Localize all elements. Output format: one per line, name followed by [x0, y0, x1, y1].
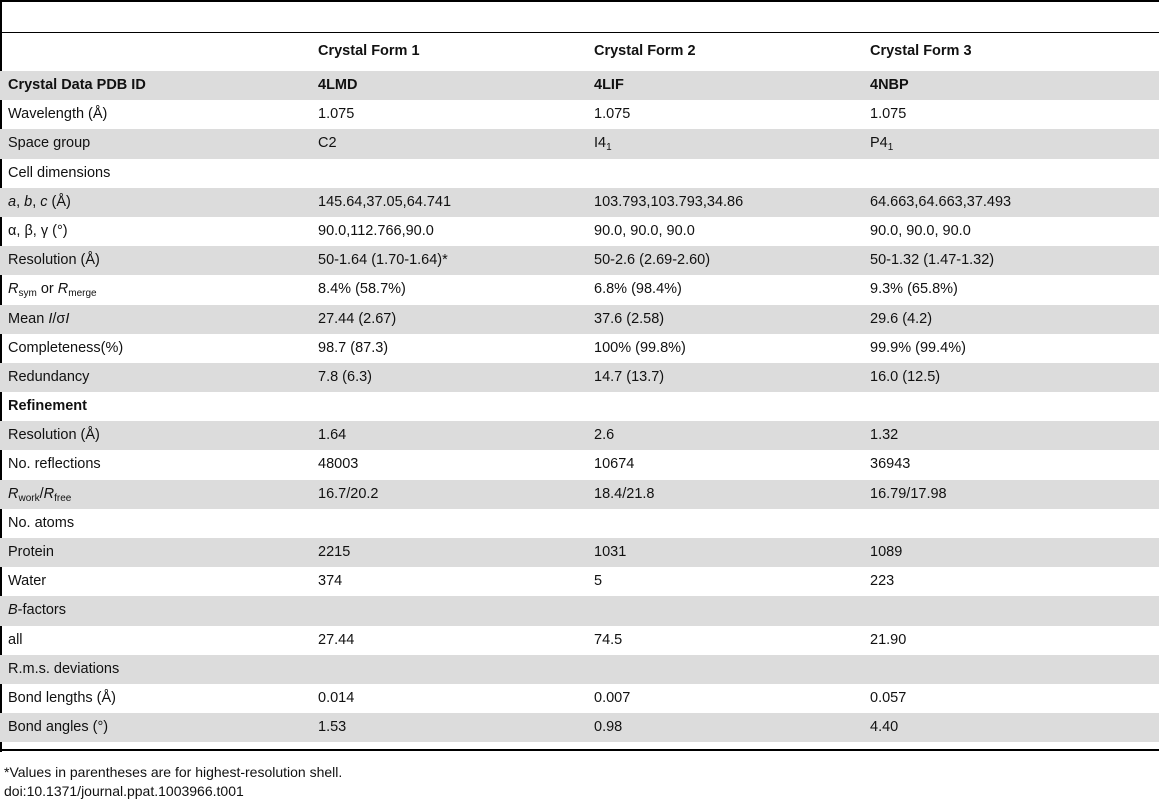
table-row — [0, 100, 1159, 129]
row-label: Resolution (Å) — [8, 252, 100, 269]
cell-form-2: 14.7 (13.7) — [594, 368, 665, 385]
cell-form-3: 99.9% (99.4%) — [870, 339, 966, 356]
table-row — [0, 596, 1159, 625]
cell-form-2: 4LIF — [594, 77, 624, 93]
cell-form-2 — [594, 135, 612, 154]
row-label: Wavelength (Å) — [8, 106, 108, 123]
table-header-rule — [0, 32, 1159, 33]
table-row — [0, 480, 1159, 509]
mean-i: I — [65, 310, 70, 327]
cell-form-3: 223 — [870, 573, 895, 590]
cell-form-2: 74.5 — [594, 631, 623, 648]
row-label: Completeness(%) — [8, 339, 124, 356]
cell-form-3: 90.0, 90.0, 90.0 — [870, 222, 971, 239]
row-label: Bond lengths (Å) — [8, 689, 117, 706]
abc-sep: , — [16, 193, 25, 210]
table-row — [0, 217, 1159, 246]
cell-form-1: 90.0,112.766,90.0 — [318, 222, 434, 239]
cell-form-1: 4LMD — [318, 77, 358, 93]
row-label: No. atoms — [8, 514, 75, 531]
rfree-r: R — [43, 485, 55, 502]
table-row — [0, 509, 1159, 538]
table-row — [0, 305, 1159, 334]
mean-sigma: /σ — [52, 310, 66, 327]
cell-form-3: 64.663,64.663,37.493 — [870, 193, 1012, 210]
rsym-or: or — [36, 281, 58, 298]
row-label — [8, 602, 66, 618]
rmerge-r: R — [57, 281, 69, 298]
row-label: α, β, γ (°) — [8, 222, 68, 239]
cell-form-1: 2215 — [318, 544, 351, 560]
table-row — [0, 450, 1159, 479]
table-row — [0, 655, 1159, 684]
table-row — [0, 334, 1159, 363]
cell-form-2: 18.4/21.8 — [594, 485, 655, 502]
row-label — [8, 194, 71, 210]
table-row — [0, 713, 1159, 742]
table-top-rule — [0, 0, 1159, 2]
cell-form-2: 5 — [594, 573, 603, 590]
table-row — [0, 538, 1159, 567]
table-bottom-rule — [0, 749, 1159, 751]
table-row — [0, 188, 1159, 217]
header-crystal-form-3: Crystal Form 3 — [870, 43, 972, 59]
abc-unit: (Å) — [47, 193, 71, 210]
abc-b: b — [24, 193, 33, 210]
cell-form-2: 0.007 — [594, 689, 631, 706]
cell-form-2: 50-2.6 (2.69-2.60) — [594, 252, 711, 269]
cell-form-1: 374 — [318, 573, 343, 590]
cell-form-1: 27.44 — [318, 631, 355, 648]
table-notes — [4, 763, 342, 801]
table-row — [0, 626, 1159, 655]
space-group-subscript: 1 — [887, 142, 894, 154]
rwork-slash: / — [39, 485, 44, 502]
cell-form-2: 1.075 — [594, 106, 631, 123]
table-header-row — [0, 33, 1159, 71]
cell-form-2: 90.0, 90.0, 90.0 — [594, 222, 695, 239]
row-label: Crystal Data PDB ID — [8, 77, 146, 93]
cell-form-3: 21.90 — [870, 631, 907, 648]
cell-form-3: 4NBP — [870, 77, 909, 93]
table-row — [0, 246, 1159, 275]
row-label: Protein — [8, 544, 54, 560]
doi-link[interactable]: doi:10.1371/journal.ppat.1003966.t001 — [4, 783, 244, 799]
cell-form-2: 6.8% (98.4%) — [594, 281, 682, 298]
cell-form-2: 100% (99.8%) — [594, 339, 686, 356]
cell-form-3: 50-1.32 (1.47-1.32) — [870, 252, 995, 269]
cell-form-1: C2 — [318, 135, 337, 152]
row-label — [8, 281, 97, 300]
cell-form-1: 7.8 (6.3) — [318, 368, 372, 385]
cell-form-1: 8.4% (58.7%) — [318, 281, 406, 298]
space-group-subscript: 1 — [606, 142, 612, 154]
bfactor-rest: -factors — [17, 602, 67, 619]
cell-form-1: 98.7 (87.3) — [318, 339, 389, 356]
cell-form-3: 1.32 — [870, 427, 899, 444]
row-label — [8, 311, 69, 327]
mean-prefix: Mean — [8, 310, 49, 327]
rwork-subscript: work — [18, 492, 40, 504]
cell-form-3: 16.79/17.98 — [870, 485, 947, 502]
cell-form-1: 1.64 — [318, 427, 347, 444]
cell-form-3: 29.6 (4.2) — [870, 310, 933, 327]
cell-form-3: 0.057 — [870, 689, 907, 706]
row-label: Resolution (Å) — [8, 427, 100, 444]
row-label: R.m.s. deviations — [8, 660, 120, 677]
header-crystal-form-2: Crystal Form 2 — [594, 43, 696, 59]
cell-form-1: 1.075 — [318, 106, 355, 123]
abc-sep: , — [32, 193, 41, 210]
row-label: Space group — [8, 135, 91, 152]
row-label: all — [8, 631, 23, 648]
cell-form-1: 16.7/20.2 — [318, 485, 379, 502]
table-row — [0, 392, 1159, 421]
table-row — [0, 567, 1159, 596]
cell-form-3 — [870, 135, 894, 154]
row-label — [8, 486, 71, 502]
table-body — [0, 71, 1159, 742]
cell-form-1: 145.64,37.05,64.741 — [318, 193, 452, 210]
row-label: Water — [8, 573, 47, 590]
cell-form-3: 1.075 — [870, 106, 907, 123]
header-crystal-form-1: Crystal Form 1 — [318, 43, 420, 59]
abc-a: a — [8, 193, 17, 210]
cell-form-2: 0.98 — [594, 719, 623, 736]
cell-form-3: 16.0 (12.5) — [870, 368, 941, 385]
cell-form-2: 1031 — [594, 544, 627, 560]
row-label: No. reflections — [8, 456, 101, 473]
table-row — [0, 684, 1159, 713]
rmerge-subscript: merge — [68, 288, 97, 300]
cell-form-3: 4.40 — [870, 719, 899, 736]
table-row — [0, 363, 1159, 392]
rfree-subscript: free — [54, 492, 72, 504]
bfactor-b: B — [8, 602, 18, 619]
footnote: *Values in parentheses are for highest-resolution shell. — [4, 764, 343, 780]
row-label: Bond angles (°) — [8, 719, 109, 736]
cell-form-1: 48003 — [318, 456, 359, 473]
space-group-value: P4 — [870, 135, 888, 152]
cell-form-3: 1089 — [870, 544, 903, 560]
rsym-r: R — [8, 281, 19, 298]
cell-form-2: 2.6 — [594, 427, 615, 444]
rsym-subscript: sym — [18, 288, 37, 300]
cell-form-1: 0.014 — [318, 689, 355, 706]
table-row — [0, 71, 1159, 100]
cell-form-3: 9.3% (65.8%) — [870, 281, 958, 298]
row-label: Refinement — [8, 398, 87, 415]
cell-form-3: 36943 — [870, 456, 911, 473]
cell-form-1: 1.53 — [318, 719, 347, 736]
cell-form-2: 37.6 (2.58) — [594, 310, 665, 327]
cell-form-1: 50-1.64 (1.70-1.64)* — [318, 252, 448, 269]
row-label: Cell dimensions — [8, 164, 111, 181]
mean-i: I — [48, 310, 53, 327]
row-label: Redundancy — [8, 368, 90, 385]
abc-c: c — [40, 193, 48, 210]
table-row — [0, 159, 1159, 188]
cell-form-2: 10674 — [594, 456, 635, 473]
space-group-value: I4 — [594, 135, 607, 152]
rwork-r: R — [8, 485, 19, 502]
cell-form-1: 27.44 (2.67) — [318, 310, 397, 327]
table-row — [0, 129, 1159, 158]
cell-form-2: 103.793,103.793,34.86 — [594, 193, 744, 210]
table-row — [0, 275, 1159, 304]
table-row — [0, 421, 1159, 450]
